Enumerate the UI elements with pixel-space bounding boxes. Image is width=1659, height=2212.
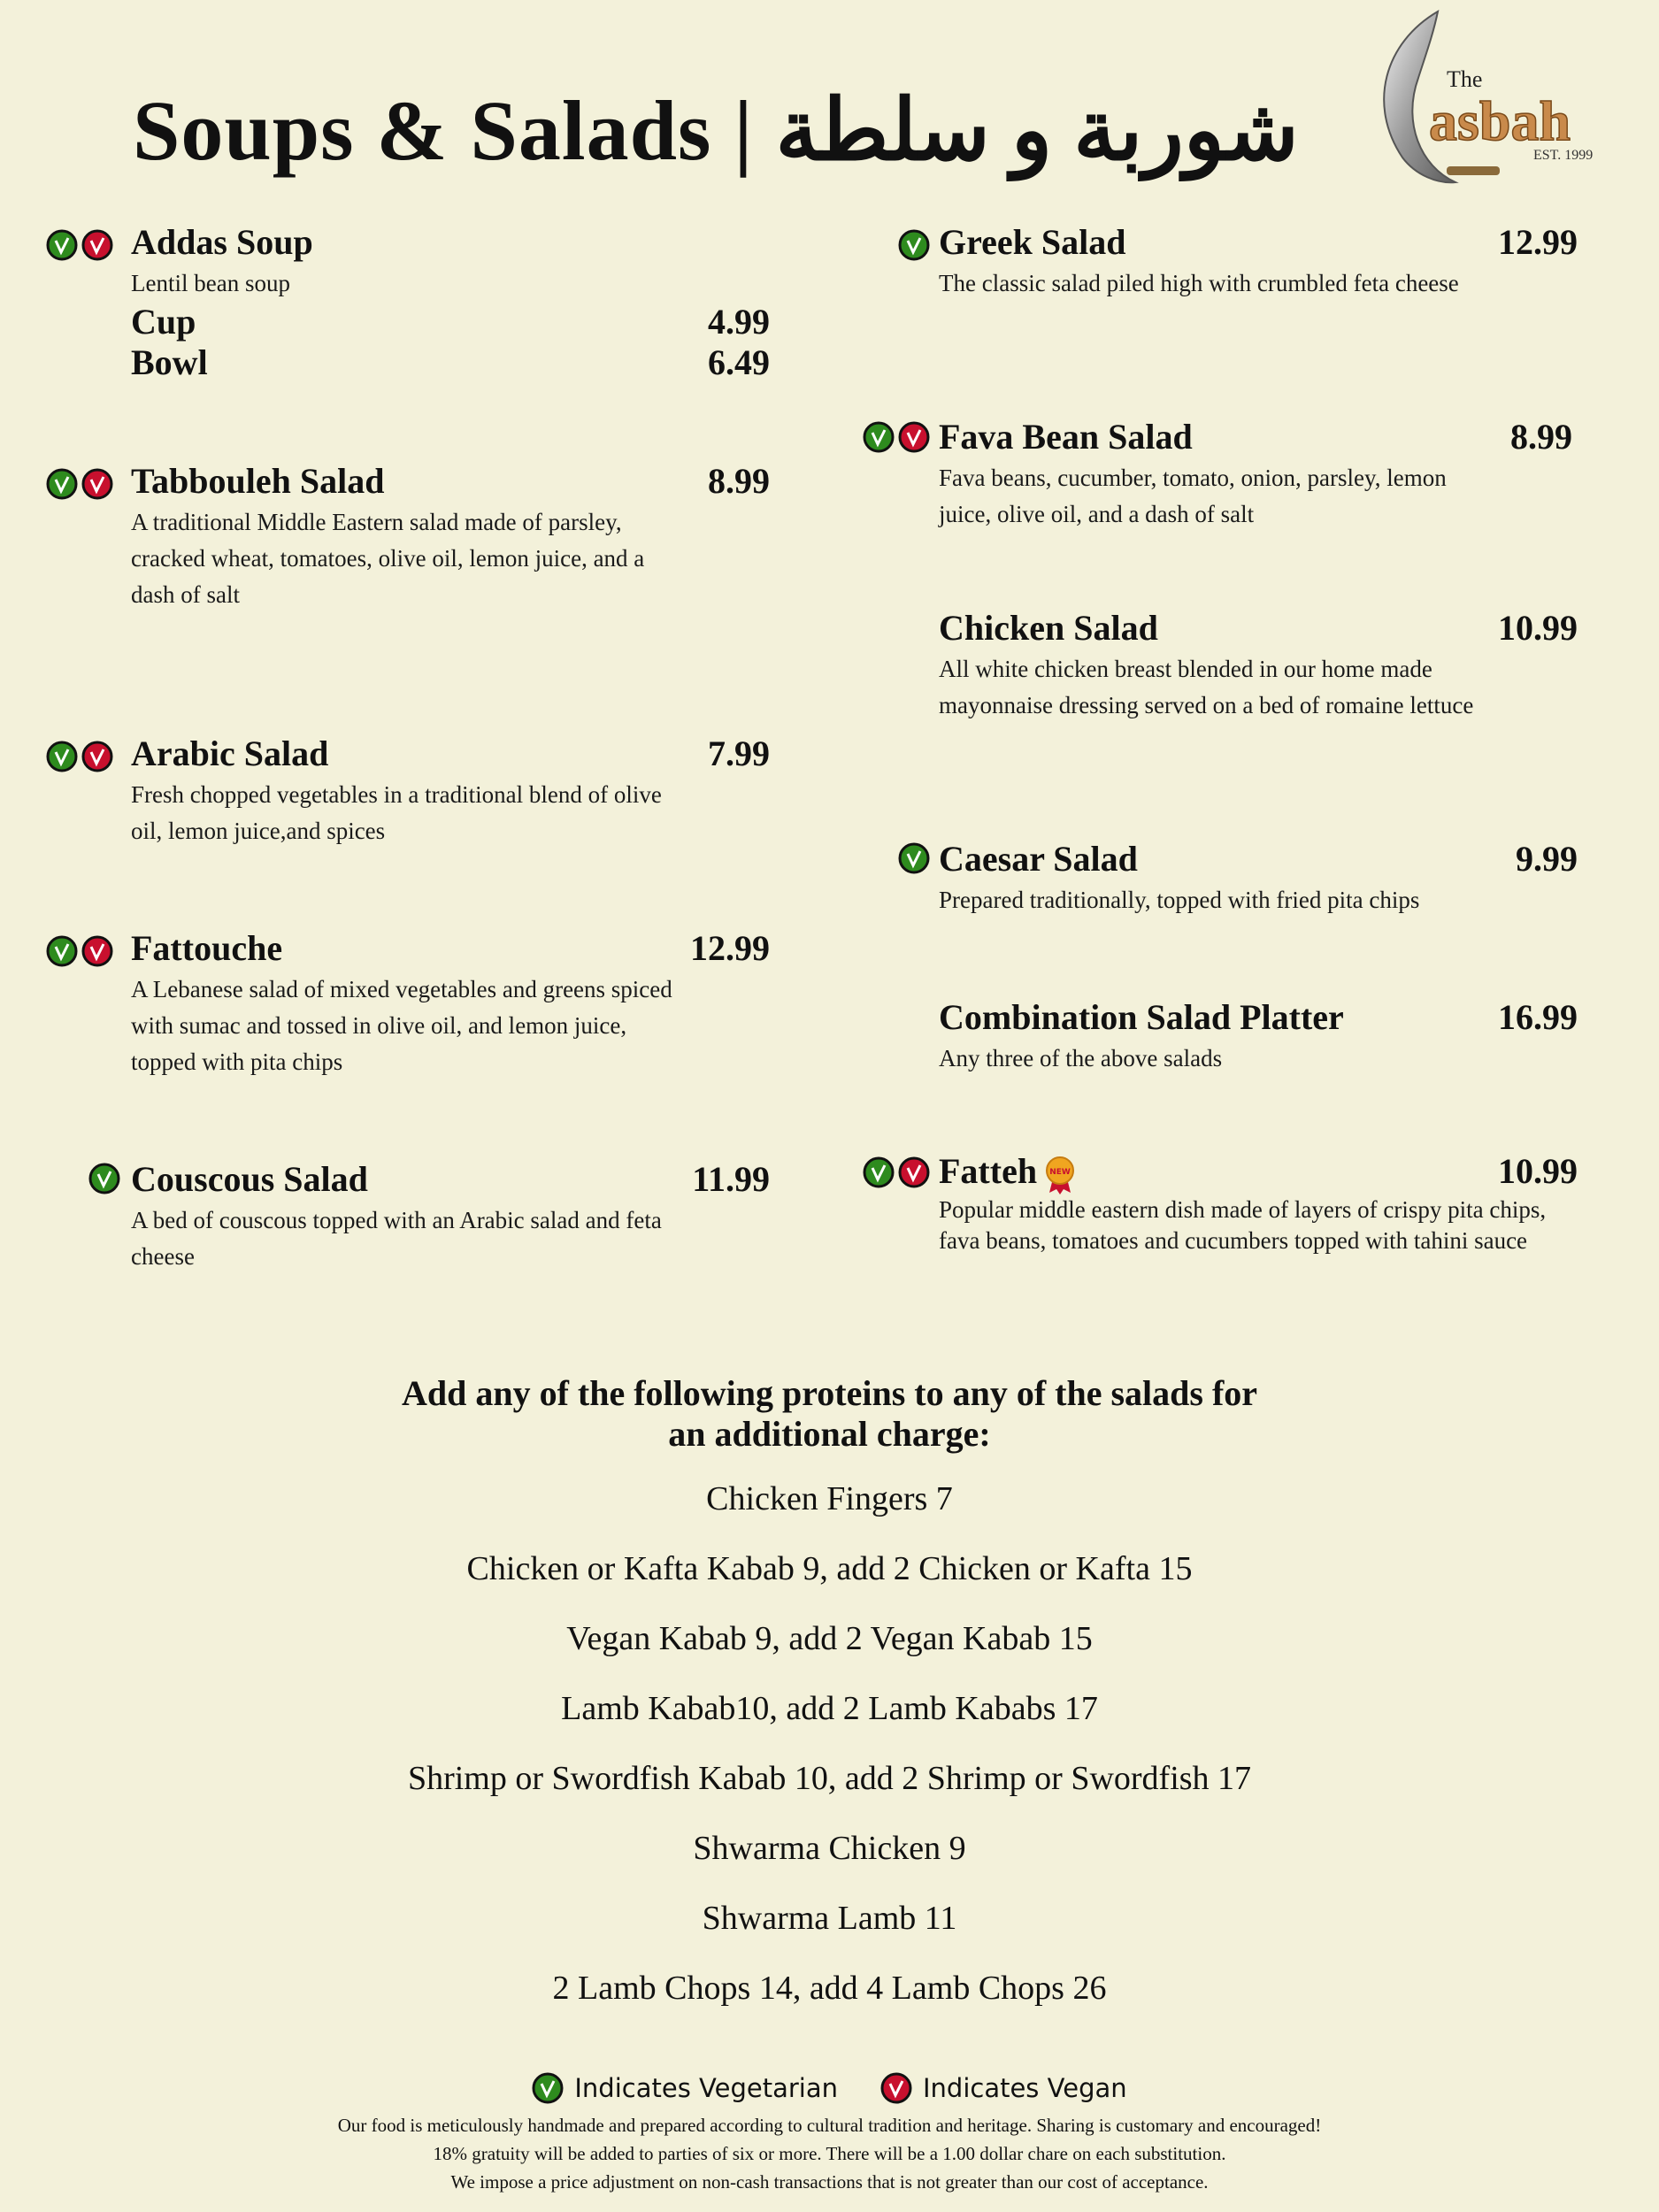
size-row-bowl xyxy=(131,342,770,384)
item-name: Addas Soup xyxy=(131,222,313,262)
item-description: Lentil bean soup xyxy=(131,270,290,296)
item-name: Chicken Salad xyxy=(939,608,1158,648)
vegetarian-leaf-icon xyxy=(46,935,78,967)
vegetarian-leaf-icon xyxy=(863,1156,895,1188)
menu-item-combination-salad-platter xyxy=(939,996,1578,1085)
item-name: Combination Salad Platter xyxy=(939,997,1344,1037)
legend xyxy=(0,2072,1659,2104)
proteins-heading-line1: Add any of the following proteins to any of the salads for xyxy=(401,1373,1258,1413)
item-price: 12.99 xyxy=(690,928,770,968)
menu-item-fatteh xyxy=(939,1150,1578,1292)
proteins-heading xyxy=(0,1373,1659,1455)
size-price: 6.49 xyxy=(708,342,770,382)
svg-text:asbah: asbah xyxy=(1429,89,1571,152)
vegan-leaf-icon xyxy=(880,2072,912,2104)
item-description: The classic salad piled high with crumbled feta cheese xyxy=(939,270,1459,296)
protein-option: Shwarma Lamb 11 xyxy=(702,1900,957,1937)
menu-item-fattouche xyxy=(131,927,770,1087)
item-description: A traditional Middle Eastern salad made of parsley, cracked wheat, tomatoes, olive oil, lemon juice, and a dash of salt xyxy=(131,509,645,608)
item-description: Prepared traditionally, topped with fried pita chips xyxy=(939,887,1420,913)
menu-item-addas-soup xyxy=(131,221,770,380)
item-name: Caesar Salad xyxy=(939,839,1138,879)
menu-item-fava-bean-salad xyxy=(939,416,1572,540)
item-tags xyxy=(46,935,113,967)
legend-vegetarian xyxy=(532,2072,838,2104)
item-name-wrap xyxy=(939,1150,1076,1194)
item-price: 16.99 xyxy=(1498,997,1578,1037)
item-price: 9.99 xyxy=(1516,839,1578,879)
item-description: A bed of couscous topped with an Arabic salad and feta cheese xyxy=(131,1207,662,1270)
item-description: Any three of the above salads xyxy=(939,1045,1223,1071)
page-title: Soups & Salads | شوربة و سلطة xyxy=(133,83,1299,178)
footer-note: We impose a price adjustment on non-cash transactions that is not greater than our cost of acceptance. xyxy=(450,2171,1209,2193)
vegetarian-leaf-icon xyxy=(532,2072,564,2104)
item-name: Couscous Salad xyxy=(131,1159,368,1199)
item-description: A Lebanese salad of mixed vegetables and greens spiced with sumac and tossed in olive oil, and lemon juice, topped with pita chips xyxy=(131,976,672,1075)
item-description: Popular middle eastern dish made of layers of crispy pita chips, fava beans, tomatoes and cucumbers topped with tahini sauce xyxy=(939,1196,1547,1254)
proteins-heading-line2: an additional charge: xyxy=(668,1414,991,1454)
vegan-leaf-icon xyxy=(81,935,113,967)
legend-vegetarian-label: Indicates Vegetarian xyxy=(574,2073,838,2103)
item-tags xyxy=(46,229,113,261)
vegetarian-leaf-icon xyxy=(46,741,78,772)
logo-est: EST. 1999 xyxy=(1533,148,1594,163)
vegan-leaf-icon xyxy=(81,468,113,500)
protein-option: Lamb Kabab10, add 2 Lamb Kababs 17 xyxy=(561,1690,1098,1727)
item-tags xyxy=(46,468,113,500)
casbah-logo xyxy=(1349,7,1615,193)
menu-item-couscous-salad xyxy=(131,1158,770,1282)
item-price: 8.99 xyxy=(708,461,770,501)
item-name: Arabic Salad xyxy=(131,733,329,773)
menu-item-arabic-salad xyxy=(131,733,770,856)
legend-vegan xyxy=(880,2072,1127,2104)
size-label: Bowl xyxy=(131,342,208,382)
item-price: 10.99 xyxy=(1498,1151,1578,1191)
svg-text:The: The xyxy=(1447,66,1483,92)
vegetarian-leaf-icon xyxy=(46,229,78,261)
vegetarian-leaf-icon xyxy=(863,421,895,453)
vegetarian-leaf-icon xyxy=(88,1163,120,1194)
menu-item-tabbouleh-salad xyxy=(131,460,770,619)
menu-item-caesar-salad xyxy=(939,838,1578,926)
protein-option: 2 Lamb Chops 14, add 4 Lamb Chops 26 xyxy=(552,1970,1107,2007)
item-tags xyxy=(898,229,930,261)
vegan-leaf-icon xyxy=(898,421,930,453)
vegan-leaf-icon xyxy=(81,741,113,772)
size-label: Cup xyxy=(131,302,196,342)
item-price: 12.99 xyxy=(1498,222,1578,262)
size-row-cup xyxy=(131,301,770,343)
item-description: All white chicken breast blended in our home made mayonnaise dressing served on a bed of romaine lettuce xyxy=(939,656,1474,718)
menu-item-chicken-salad xyxy=(939,607,1578,766)
protein-option: Vegan Kabab 9, add 2 Vegan Kabab 15 xyxy=(566,1620,1093,1657)
new-badge-text: NEW xyxy=(1049,1167,1071,1177)
item-description: Fresh chopped vegetables in a traditional blend of olive oil, lemon juice,and spices xyxy=(131,781,662,844)
item-tags xyxy=(863,1156,930,1188)
vegetarian-leaf-icon xyxy=(46,468,78,500)
item-tags xyxy=(898,842,930,874)
item-description: Fava beans, cucumber, tomato, onion, parsley, lemon juice, olive oil, and a dash of salt xyxy=(939,465,1447,527)
footer-note: 18% gratuity will be added to parties of six or more. There will be a 1.00 dollar chare on each substitution. xyxy=(433,2143,1226,2164)
item-tags xyxy=(863,421,930,453)
protein-option: Chicken Fingers 7 xyxy=(706,1480,953,1517)
vegan-leaf-icon xyxy=(81,229,113,261)
item-price: 7.99 xyxy=(708,733,770,773)
vegetarian-leaf-icon xyxy=(898,842,930,874)
item-name: Fattouche xyxy=(131,928,283,968)
item-tags xyxy=(46,741,113,772)
new-ribbon-icon xyxy=(1044,1156,1076,1194)
item-name: Fava Bean Salad xyxy=(939,417,1193,457)
item-name: Tabbouleh Salad xyxy=(131,461,385,501)
item-price: 8.99 xyxy=(1510,417,1572,457)
menu-item-greek-salad xyxy=(939,221,1578,345)
item-name: Fatteh xyxy=(939,1151,1038,1191)
legend-vegan-label: Indicates Vegan xyxy=(922,2073,1127,2103)
protein-option: Shrimp or Swordfish Kabab 10, add 2 Shrimp or Swordfish 17 xyxy=(407,1760,1252,1797)
item-price: 11.99 xyxy=(692,1159,770,1199)
vegetarian-leaf-icon xyxy=(898,229,930,261)
vegan-leaf-icon xyxy=(898,1156,930,1188)
size-price: 4.99 xyxy=(708,302,770,342)
protein-option: Shwarma Chicken 9 xyxy=(693,1830,966,1867)
protein-option: Chicken or Kafta Kabab 9, add 2 Chicken or Kafta 15 xyxy=(466,1550,1193,1587)
item-tags xyxy=(88,1163,120,1194)
footer-note: Our food is meticulously handmade and prepared according to cultural tradition and heritage. Sharing is customary and encouraged! xyxy=(337,2115,1322,2136)
item-price: 10.99 xyxy=(1498,608,1578,648)
item-name: Greek Salad xyxy=(939,222,1126,262)
